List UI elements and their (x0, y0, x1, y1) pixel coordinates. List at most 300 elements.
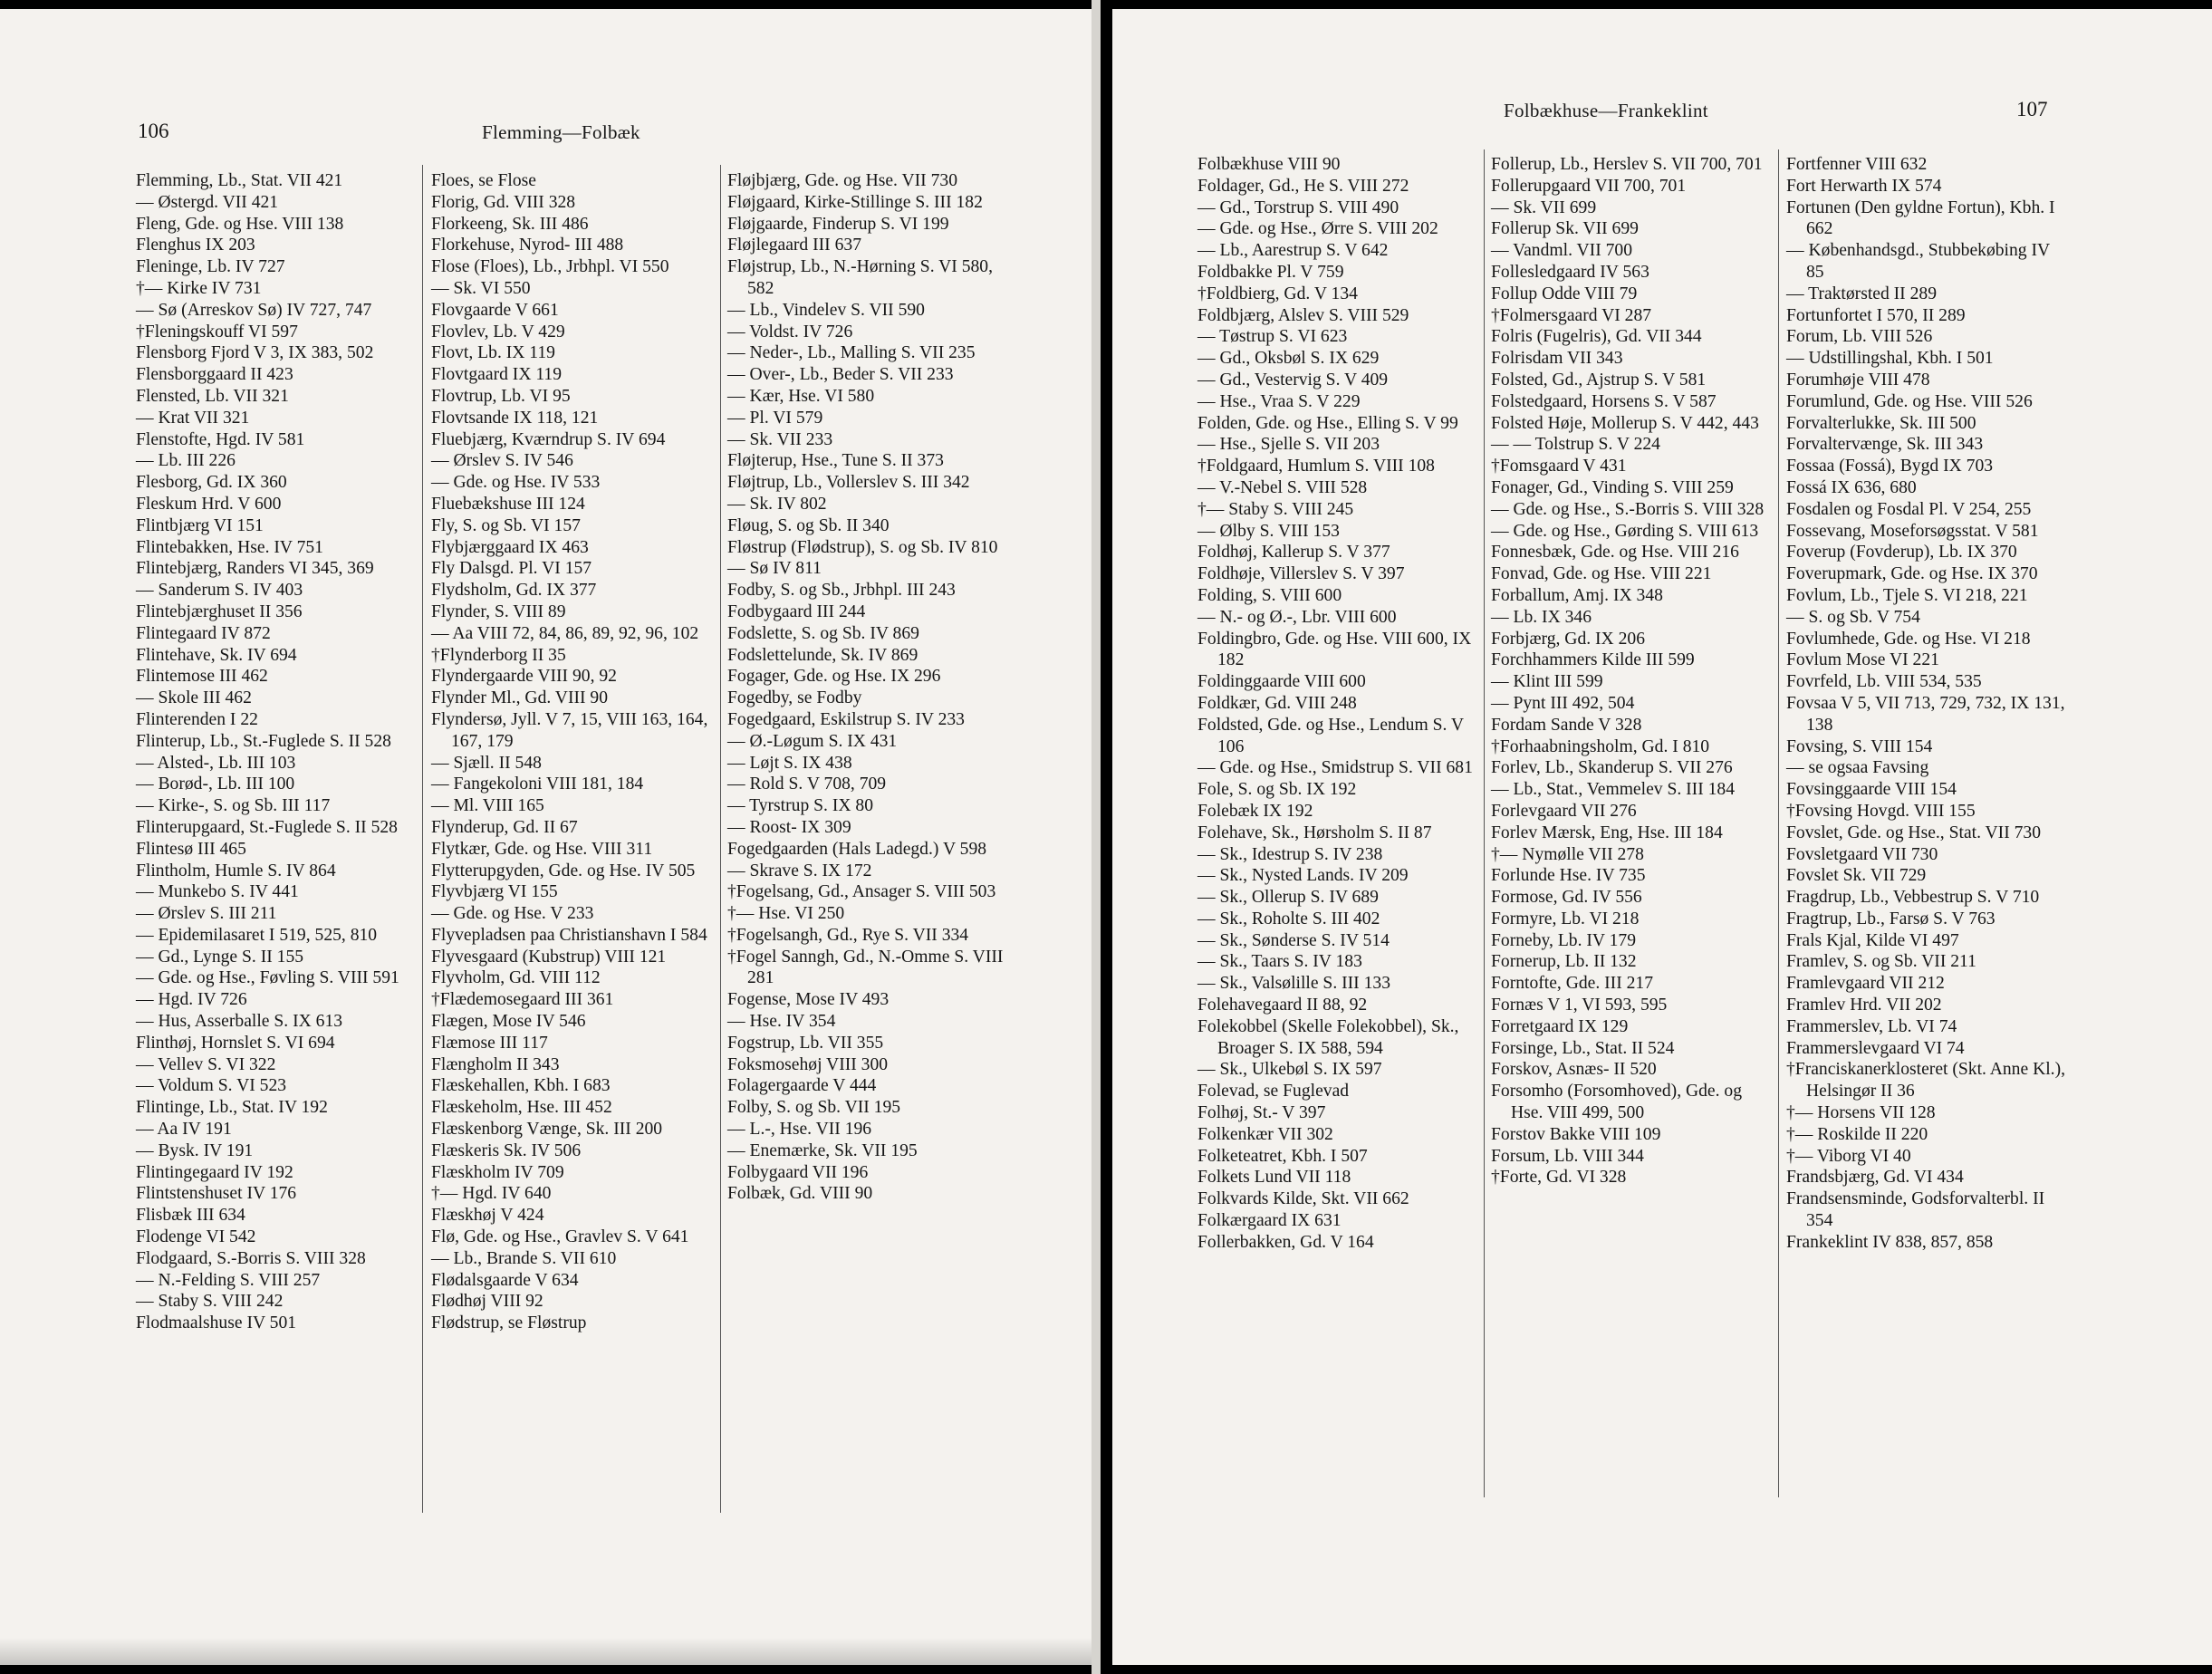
index-entry: Fodslette, S. og Sb. IV 869 (727, 623, 919, 643)
index-entry: Forstov Bakke VIII 109 (1491, 1124, 1661, 1144)
index-entry: Folsted, Gd., Ajstrup S. V 581 (1491, 370, 1707, 390)
index-entry: Forlevgaard VII 276 (1491, 801, 1637, 821)
index-entry: Flintingegaard IV 192 (136, 1162, 293, 1182)
index-entry: Folevad, se Fuglevad (1197, 1082, 1350, 1102)
index-entry: — Neder-, Lb., Malling S. VII 235 (727, 343, 976, 363)
index-entry: — Pynt III 492, 504 (1491, 693, 1635, 713)
index-entry: Foverupmark, Gde. og Hse. IX 370 (1786, 564, 2038, 584)
index-entry: Florkehuse, Nyrod- III 488 (431, 236, 624, 255)
index-entry: Flybjærggaard IX 463 (431, 537, 589, 557)
index-entry: Fovslet Sk. VII 729 (1786, 866, 1927, 886)
index-entry: Fløstrup (Flødstrup), S. og Sb. IV 810 (727, 537, 998, 557)
index-entry: — Enemærke, Sk. VII 195 (727, 1140, 918, 1160)
index-entry: Foldingbro, Gde. og Hse. VIII 600, IX 182 (1197, 629, 1472, 670)
index-entry: — Vellev S. VI 322 (136, 1054, 276, 1074)
index-entry: Framlev, S. og Sb. VII 211 (1786, 952, 1976, 972)
index-entry: Flyvepladsen paa Christianshavn I 584 (431, 925, 707, 945)
index-entry: — Sk. VI 550 (431, 278, 531, 298)
index-entry: Fossá IX 636, 680 (1786, 477, 1917, 497)
index-entry: Fordam Sande V 328 (1491, 715, 1642, 735)
index-entry: — Over-, Lb., Beder S. VII 233 (727, 365, 954, 385)
running-head-right: Folbækhuse—Frankeklint (1504, 100, 1708, 121)
index-entry: Fragdrup, Lb., Vebbestrup S. V 710 (1786, 888, 2040, 908)
index-entry: Flintstenshuset IV 176 (136, 1184, 297, 1204)
index-entry: — Roost- IX 309 (727, 817, 851, 837)
index-entry: Forntofte, Gde. III 217 (1491, 974, 1654, 994)
index-entry: — Gde. og Hse., Ørre S. VIII 202 (1197, 219, 1438, 239)
index-entry: Fodbygaard III 244 (727, 601, 866, 621)
index-column-left-3 (727, 170, 1008, 1205)
index-entry: Fosdalen og Fosdal Pl. V 254, 255 (1786, 499, 2032, 519)
index-entry: Forlunde Hse. IV 735 (1491, 866, 1646, 886)
index-entry: Flæskholm IV 709 (431, 1162, 564, 1182)
index-entry: — Skole III 462 (136, 688, 252, 708)
index-entry: Flintebjærg, Randers VI 345, 369 (136, 559, 374, 579)
index-entry: Folris (Fugelris), Gd. VII 344 (1491, 327, 1702, 347)
index-entry: †— Hgd. IV 640 (431, 1184, 552, 1204)
index-entry: Fortunfortet I 570, II 289 (1786, 305, 1966, 325)
index-entry: — Sjæll. II 548 (431, 753, 542, 773)
index-entry: — Sk., Taars S. IV 183 (1197, 952, 1362, 972)
index-entry: Foldbakke Pl. V 759 (1197, 262, 1344, 282)
column-divider (1484, 149, 1485, 1497)
index-entry: Forlev Mærsk, Eng, Hse. III 184 (1491, 823, 1723, 842)
index-entry: Flintbjærg VI 151 (136, 515, 264, 535)
index-entry: — Aa VIII 72, 84, 86, 89, 92, 96, 102 (431, 623, 699, 643)
index-entry: Flintemose III 462 (136, 667, 268, 687)
index-entry: Forskov, Asnæs- II 520 (1491, 1060, 1657, 1080)
index-entry: Flinterup, Lb., St.-Fuglede S. II 528 (136, 731, 391, 751)
index-entry: †— Kirke IV 731 (136, 278, 262, 298)
index-entry: Fovsinggaarde VIII 154 (1786, 780, 1957, 800)
index-entry: Fløjbjærg, Gde. og Hse. VII 730 (727, 171, 957, 190)
index-entry: — Gd., Lynge S. II 155 (136, 947, 304, 967)
index-entry: — Sk. VII 233 (727, 429, 833, 449)
index-entry: — Sø (Arreskov Sø) IV 727, 747 (136, 300, 372, 320)
index-entry: Flytkær, Gde. og Hse. VIII 311 (431, 839, 653, 859)
index-entry: Flovtgaard IX 119 (431, 365, 563, 385)
index-entry: Fly, S. og Sb. VI 157 (431, 515, 581, 535)
index-entry: Forchhammers Kilde III 599 (1491, 650, 1695, 670)
index-entry: — Hse., Vraa S. V 229 (1197, 391, 1361, 411)
index-entry: Forbjærg, Gd. IX 206 (1491, 629, 1646, 649)
index-entry: Fodby, S. og Sb., Jrbhpl. III 243 (727, 581, 956, 601)
index-entry: — Lb. III 226 (136, 451, 236, 471)
index-entry: Forvaltervænge, Sk. III 343 (1786, 435, 1984, 455)
index-entry: — Hse., Sjelle S. VII 203 (1197, 435, 1380, 455)
index-entry: — Gde. og Hse., Gørding S. VIII 613 (1491, 521, 1759, 541)
index-entry: Flæskeholm, Hse. III 452 (431, 1098, 612, 1118)
index-entry: Flenghus IX 203 (136, 236, 255, 255)
index-entry: Frankeklint IV 838, 857, 858 (1786, 1232, 1994, 1252)
index-entry: — Sk., Roholte S. III 402 (1197, 909, 1380, 928)
index-entry: Flæskeris Sk. IV 506 (431, 1140, 582, 1160)
index-entry: Forsomho (Forsomhoved), Gde. og Hse. VIII 499, 500 (1491, 1082, 1743, 1123)
index-entry: — se ogsaa Favsing (1786, 758, 1929, 778)
index-entry: Fornerup, Lb. II 132 (1491, 952, 1637, 972)
index-entry: — Rold S. V 708, 709 (727, 774, 887, 794)
index-entry: — Voldst. IV 726 (727, 322, 853, 342)
index-entry: — Ml. VIII 165 (431, 796, 544, 816)
index-entry: Forum, Lb. VIII 526 (1786, 327, 1933, 347)
index-entry: — Gd., Vestervig S. V 409 (1197, 370, 1389, 390)
index-entry: — Ørslev S. III 211 (136, 904, 277, 924)
index-entry: Fole, S. og Sb. IX 192 (1197, 780, 1357, 800)
index-entry: — Københandsgd., Stubbekøbing IV 85 (1786, 241, 2050, 282)
index-entry: Flodenge VI 542 (136, 1227, 256, 1247)
index-entry: — Fangekoloni VIII 181, 184 (431, 774, 644, 794)
index-entry: Foldsted, Gde. og Hse., Lendum S. V 106 (1197, 715, 1464, 756)
index-entry: Forsum, Lb. VIII 344 (1491, 1146, 1644, 1166)
index-entry: Flesborg, Gd. IX 360 (136, 473, 287, 493)
index-entry: Folstedgaard, Horsens S. V 587 (1491, 391, 1717, 411)
index-entry: Folby, S. og Sb. VII 195 (727, 1098, 901, 1118)
index-entry: Fovrfeld, Lb. VIII 534, 535 (1786, 672, 1982, 692)
index-entry: — S. og Sb. V 754 (1786, 607, 1920, 627)
index-entry: Fortfenner VIII 632 (1786, 155, 1928, 174)
index-entry: †— Hse. VI 250 (727, 904, 845, 924)
index-entry: Flinterupgaard, St.-Fuglede S. II 528 (136, 817, 398, 837)
index-entry: Flæskehallen, Kbh. I 683 (431, 1076, 611, 1096)
index-entry: Fløjgaarde, Finderup S. VI 199 (727, 214, 949, 234)
index-entry: Fovsaa V 5, VII 713, 729, 732, IX 131, 138 (1786, 693, 2065, 735)
index-entry: — Lb. IX 346 (1491, 607, 1592, 627)
index-entry: Folrisdam VII 343 (1491, 349, 1623, 369)
index-entry: Flødstrup, se Fløstrup (431, 1313, 587, 1333)
page-number-left: 106 (138, 120, 169, 142)
index-entry: Fonnesbæk, Gde. og Hse. VIII 216 (1491, 543, 1739, 563)
index-entry: Frammerslev, Lb. VI 74 (1786, 1016, 1957, 1036)
index-entry: Flovlev, Lb. V 429 (431, 322, 565, 342)
index-entry: Forneby, Lb. IV 179 (1491, 930, 1637, 950)
index-entry: †Fogelsangh, Gd., Rye S. VII 334 (727, 925, 969, 945)
index-entry: †Fogelsang, Gd., Ansager S. VIII 503 (727, 882, 996, 902)
index-entry: †— Viborg VI 40 (1786, 1146, 1911, 1166)
index-entry: — Sanderum S. IV 403 (136, 581, 303, 601)
index-entry: — Traktørsted II 289 (1786, 284, 1938, 303)
index-entry: Forsinge, Lb., Stat. II 524 (1491, 1038, 1675, 1058)
index-entry: Flensborggaard II 423 (136, 365, 293, 385)
index-entry: Flenstofte, Hgd. IV 581 (136, 429, 305, 449)
index-entry: Foverup (Fovderup), Lb. IX 370 (1786, 543, 2017, 563)
index-entry: Forretgaard IX 129 (1491, 1016, 1629, 1036)
index-entry: Flæskhøj V 424 (431, 1206, 544, 1226)
index-entry: Folbygaard VII 196 (727, 1162, 869, 1182)
index-entry: Fleskum Hrd. V 600 (136, 494, 282, 514)
index-entry: Flodmaalshuse IV 501 (136, 1313, 297, 1333)
index-entry: — Gde. og Hse., Smidstrup S. VII 681 (1197, 758, 1473, 778)
index-entry: — Kirke-, S. og Sb. III 117 (136, 796, 331, 816)
index-entry: Follerupgaard VII 700, 701 (1491, 176, 1687, 196)
index-entry: Fluebjærg, Kværndrup S. IV 694 (431, 429, 666, 449)
index-entry: — Ølby S. VIII 153 (1197, 521, 1340, 541)
index-entry: Folsted Høje, Mollerup S. V 442, 443 (1491, 413, 1759, 433)
left-page (0, 9, 1092, 1665)
index-entry: — Epidemilasaret I 519, 525, 810 (136, 925, 378, 945)
index-entry: Fly Dalsgd. Pl. VI 157 (431, 559, 592, 579)
index-entry: Forvalterlukke, Sk. III 500 (1786, 413, 1976, 433)
index-entry: — Hse. IV 354 (727, 1012, 836, 1032)
index-entry: — Kær, Hse. VI 580 (727, 386, 875, 406)
index-entry: Fogense, Mose IV 493 (727, 990, 890, 1010)
index-entry: — Sk. VII 699 (1491, 197, 1597, 217)
index-entry: Fovsletgaard VII 730 (1786, 844, 1938, 864)
index-entry: Fodslettelunde, Sk. IV 869 (727, 645, 918, 665)
index-entry: — Gd., Torstrup S. VIII 490 (1197, 197, 1399, 217)
index-entry: — L.-, Hse. VII 196 (727, 1120, 872, 1140)
index-entry: Flæskenborg Vænge, Sk. III 200 (431, 1120, 663, 1140)
index-entry: Formyre, Lb. VI 218 (1491, 909, 1640, 928)
index-entry: Floes, se Flose (431, 171, 536, 190)
index-entry: — Tyrstrup S. IX 80 (727, 796, 874, 816)
index-entry: — Sk., Ollerup S. IV 689 (1197, 888, 1379, 908)
index-entry: Folkenkær VII 302 (1197, 1124, 1333, 1144)
index-entry: — Klint III 599 (1491, 672, 1603, 692)
index-entry: †Forhaabningsholm, Gd. I 810 (1491, 736, 1710, 756)
index-entry: Flæmose III 117 (431, 1033, 548, 1053)
index-entry: Fonvad, Gde. og Hse. VIII 221 (1491, 564, 1712, 584)
index-entry: Flyvbjærg VI 155 (431, 882, 558, 902)
index-entry: — Gde. og Hse., Føvling S. VIII 591 (136, 968, 399, 988)
index-entry: Fossaa (Fossá), Bygd IX 703 (1786, 457, 1994, 476)
index-entry: Flydsholm, Gd. IX 377 (431, 581, 597, 601)
index-entry: †— Staby S. VIII 245 (1197, 499, 1354, 519)
index-entry: Fløjterup, Hse., Tune S. II 373 (727, 451, 944, 471)
index-entry: Flintehave, Sk. IV 694 (136, 645, 297, 665)
index-entry: Flintinge, Lb., Stat. IV 192 (136, 1098, 328, 1118)
index-column-left-1 (136, 170, 417, 1334)
index-entry: Folkets Lund VII 118 (1197, 1168, 1351, 1188)
index-entry: Folehave, Sk., Hørsholm S. II 87 (1197, 823, 1432, 842)
index-entry: Follup Odde VIII 79 (1491, 284, 1638, 303)
index-entry: Fovslet, Gde. og Hse., Stat. VII 730 (1786, 823, 2042, 842)
index-entry: — Sk., Ulkebøl S. IX 597 (1197, 1060, 1382, 1080)
index-entry: Framlev Hrd. VII 202 (1786, 996, 1942, 1015)
index-entry: — N.-Felding S. VIII 257 (136, 1270, 321, 1290)
gutter-edge (1092, 0, 1101, 1674)
index-entry: Flægen, Mose IV 546 (431, 1012, 586, 1032)
index-column-right-1 (1197, 154, 1478, 1254)
index-entry: — Udstillingshal, Kbh. I 501 (1786, 349, 1994, 369)
index-entry: Fløjtrup, Lb., Vollerslev S. III 342 (727, 473, 970, 493)
index-entry: Follerup Sk. VII 699 (1491, 219, 1639, 239)
index-entry: Flinterenden I 22 (136, 709, 258, 729)
index-entry: Flø, Gde. og Hse., Gravlev S. V 641 (431, 1227, 689, 1247)
index-entry: Fovlum, Lb., Tjele S. VI 218, 221 (1786, 585, 2028, 605)
index-entry: Frandsbjærg, Gd. VI 434 (1786, 1168, 1964, 1188)
index-entry: — Tøstrup S. VI 623 (1197, 327, 1348, 347)
index-entry: †— Roskilde II 220 (1786, 1124, 1928, 1144)
column-divider (422, 165, 423, 1513)
index-entry: Flynder, S. VIII 89 (431, 601, 566, 621)
right-page (1112, 9, 2212, 1665)
index-entry: Flodgaard, S.-Borris S. VIII 328 (136, 1248, 366, 1268)
index-entry: — Ørslev S. IV 546 (431, 451, 573, 471)
index-entry: †Foldbierg, Gd. V 134 (1197, 284, 1358, 303)
index-entry: Flintholm, Humle S. IV 864 (136, 861, 336, 880)
index-entry: Folhøj, St.- V 397 (1197, 1103, 1326, 1123)
index-entry: Fogstrup, Lb. VII 355 (727, 1033, 884, 1053)
index-entry: Folden, Gde. og Hse., Elling S. V 99 (1197, 413, 1458, 433)
index-entry: Foldhøj, Kallerup S. V 377 (1197, 543, 1390, 563)
index-entry: — Aa IV 191 (136, 1120, 232, 1140)
index-entry: Fossevang, Moseforsøgsstat. V 581 (1786, 521, 2039, 541)
index-entry: †Fleningskouff VI 597 (136, 322, 298, 342)
index-entry: Foldkær, Gd. VIII 248 (1197, 693, 1357, 713)
index-entry: Flyndergaarde VIII 90, 92 (431, 667, 617, 687)
index-entry: — Østergd. VII 421 (136, 192, 279, 212)
index-entry: Flovgaarde V 661 (431, 300, 559, 320)
index-entry: — Sk., Sønderse S. IV 514 (1197, 930, 1390, 950)
index-entry: Flintebjærghuset II 356 (136, 601, 303, 621)
index-entry: Flintegaard IV 872 (136, 623, 271, 643)
index-entry: — Krat VII 321 (136, 408, 250, 428)
index-entry: — Hgd. IV 726 (136, 990, 247, 1010)
index-entry: Forlev, Lb., Skanderup S. VII 276 (1491, 758, 1733, 778)
scan-shadow (0, 1638, 1092, 1665)
index-entry: — N.- og Ø.-, Lbr. VIII 600 (1197, 607, 1397, 627)
index-entry: Flisbæk III 634 (136, 1206, 245, 1226)
index-entry: Florig, Gd. VIII 328 (431, 192, 576, 212)
index-entry: Folekobbel (Skelle Folekobbel), Sk., Broager S. IX 588, 594 (1197, 1016, 1459, 1058)
index-entry: Fogedby, se Fodby (727, 688, 862, 708)
index-entry: Folketeatret, Kbh. I 507 (1197, 1146, 1368, 1166)
index-entry: Fortunen (Den gyldne Fortun), Kbh. I 662 (1786, 197, 2055, 239)
index-entry: †Fomsgaard V 431 (1491, 457, 1627, 476)
index-column-left-2 (431, 170, 712, 1334)
index-entry: — Voldum S. VI 523 (136, 1076, 287, 1096)
index-entry: †— Horsens VII 128 (1786, 1103, 1936, 1123)
index-entry: — Skrave S. IX 172 (727, 861, 872, 880)
index-entry: Foldbjærg, Alslev S. VIII 529 (1197, 305, 1409, 325)
index-entry: †Flædemosegaard III 361 (431, 990, 614, 1010)
index-entry: Folehavegaard II 88, 92 (1197, 996, 1368, 1015)
index-entry: Flose (Floes), Lb., Jrbhpl. VI 550 (431, 257, 669, 277)
index-entry: †Folmersgaard VI 287 (1491, 305, 1652, 325)
index-entry: Flytterupgyden, Gde. og Hse. IV 505 (431, 861, 696, 880)
index-entry: — V.-Nebel S. VIII 528 (1197, 477, 1368, 497)
index-entry: — Gde. og Hse. IV 533 (431, 473, 601, 493)
index-entry: — Løjt S. IX 438 (727, 753, 852, 773)
index-entry: Foldinggaarde VIII 600 (1197, 672, 1366, 692)
index-entry: Fleninge, Lb. IV 727 (136, 257, 285, 277)
index-entry: Flyvholm, Gd. VIII 112 (431, 968, 601, 988)
index-entry: Flynderup, Gd. II 67 (431, 817, 578, 837)
index-column-right-3 (1786, 154, 2067, 1254)
index-entry: — Sk., Valsølille S. III 133 (1197, 974, 1390, 994)
index-entry: Florkeeng, Sk. III 486 (431, 214, 589, 234)
index-entry: Folebæk IX 192 (1197, 801, 1313, 821)
index-entry: Flintesø III 465 (136, 839, 246, 859)
index-entry: Fløug, S. og Sb. II 340 (727, 515, 890, 535)
index-entry: Fragtrup, Lb., Farsø S. V 763 (1786, 909, 1996, 928)
index-column-right-2 (1491, 154, 1772, 1188)
index-entry: — Gde. og Hse. V 233 (431, 904, 594, 924)
index-entry: — Ø.-Løgum S. IX 431 (727, 731, 898, 751)
index-entry: Flyvesgaard (Kubstrup) VIII 121 (431, 947, 667, 967)
index-entry: Flovt, Lb. IX 119 (431, 343, 555, 363)
index-entry: Flensted, Lb. VII 321 (136, 386, 289, 406)
index-entry: Frals Kjal, Kilde VI 497 (1786, 930, 1959, 950)
index-entry: — Gde. og Hse., S.-Borris S. VIII 328 (1491, 499, 1765, 519)
index-entry: Flinthøj, Hornslet S. VI 694 (136, 1033, 335, 1053)
index-entry: Flensborg Fjord V 3, IX 383, 502 (136, 343, 374, 363)
index-entry: Fløjstrup, Lb., N.-Hørning S. VI 580, 582 (727, 257, 994, 298)
index-entry: †Foldgaard, Humlum S. VIII 108 (1197, 457, 1435, 476)
index-entry: Fonager, Gd., Vinding S. VIII 259 (1491, 477, 1734, 497)
index-entry: — — Tolstrup S. V 224 (1491, 435, 1660, 455)
index-entry: Fogedgaarden (Hals Ladegd.) V 598 (727, 839, 987, 859)
index-entry: — Lb., Vindelev S. VII 590 (727, 300, 925, 320)
column-divider (720, 165, 721, 1513)
index-entry: Fornæs V 1, VI 593, 595 (1491, 996, 1668, 1015)
index-entry: — Alsted-, Lb. III 103 (136, 753, 296, 773)
index-entry: Flintebakken, Hse. IV 751 (136, 537, 323, 557)
index-entry: Flovtrup, Lb. VI 95 (431, 386, 571, 406)
index-entry: — Lb., Aarestrup S. V 642 (1197, 241, 1389, 261)
index-entry: Fort Herwarth IX 574 (1786, 176, 1942, 196)
index-entry: — Munkebo S. IV 441 (136, 882, 299, 902)
index-entry: Foldager, Gd., He S. VIII 272 (1197, 176, 1409, 196)
index-entry: Flyndersø, Jyll. V 7, 15, VIII 163, 164, 167, 179 (431, 709, 708, 751)
index-entry: Fleng, Gde. og Hse. VIII 138 (136, 214, 344, 234)
index-entry: Folkærgaard IX 631 (1197, 1211, 1342, 1231)
index-entry: — Lb., Stat., Vemmelev S. III 184 (1491, 780, 1736, 800)
index-entry: †Fovsing Hovgd. VIII 155 (1786, 801, 1976, 821)
index-entry: — Sk., Idestrup S. IV 238 (1197, 844, 1383, 864)
page-number-right: 107 (2016, 98, 2048, 120)
index-entry: Fogedgaard, Eskilstrup S. IV 233 (727, 709, 965, 729)
index-entry: Fovlumhede, Gde. og Hse. VI 218 (1786, 629, 2031, 649)
index-entry: †— Nymølle VII 278 (1491, 844, 1644, 864)
index-entry: †Franciskanerklosteret (Skt. Anne Kl.), Helsingør II 36 (1786, 1060, 2065, 1102)
index-entry: Flængholm II 343 (431, 1054, 560, 1074)
index-entry: — Gd., Oksbøl S. IX 629 (1197, 349, 1380, 369)
index-entry: — Sø IV 811 (727, 559, 822, 579)
column-divider (1778, 149, 1779, 1497)
index-entry: — Staby S. VIII 242 (136, 1292, 284, 1312)
index-entry: Follesledgaard IV 563 (1491, 262, 1649, 282)
index-entry: Forumhøje VIII 478 (1786, 370, 1930, 390)
index-entry: — Borød-, Lb. III 100 (136, 774, 295, 794)
index-entry: Forumlund, Gde. og Hse. VIII 526 (1786, 391, 2033, 411)
index-entry: Flødhøj VIII 92 (431, 1292, 543, 1312)
index-entry: Flemming, Lb., Stat. VII 421 (136, 171, 343, 190)
index-entry: Frandsensminde, Godsforvalterbl. II 354 (1786, 1189, 2045, 1231)
index-entry: †Flynderborg II 35 (431, 645, 566, 665)
index-entry: Flødalsgaarde V 634 (431, 1270, 579, 1290)
index-entry: Frammerslevgaard VI 74 (1786, 1038, 1965, 1058)
index-entry: Fovlum Mose VI 221 (1786, 650, 1939, 670)
index-entry: Flovtsande IX 118, 121 (431, 408, 599, 428)
gutter (1101, 0, 1112, 1674)
index-entry: — Lb., Brande S. VII 610 (431, 1248, 617, 1268)
index-entry: — Sk., Nysted Lands. IV 209 (1197, 866, 1409, 886)
index-entry: Folagergaarde V 444 (727, 1076, 877, 1096)
index-entry: Fovsing, S. VIII 154 (1786, 736, 1933, 756)
index-entry: Folding, S. VIII 600 (1197, 585, 1342, 605)
index-entry: Forballum, Amj. IX 348 (1491, 585, 1663, 605)
index-entry: — Vandml. VII 700 (1491, 241, 1633, 261)
index-entry: Folbækhuse VIII 90 (1197, 155, 1341, 174)
index-entry: — Bysk. IV 191 (136, 1140, 254, 1160)
index-entry: — Hus, Asserballe S. IX 613 (136, 1012, 343, 1032)
index-entry: Follerbakken, Gd. V 164 (1197, 1232, 1374, 1252)
index-entry: †Fogel Sanngh, Gd., N.-Omme S. VIII 281 (727, 947, 1004, 988)
index-entry: Framlevgaard VII 212 (1786, 974, 1945, 994)
index-entry: Fløjgaard, Kirke-Stillinge S. III 182 (727, 192, 983, 212)
index-entry: Fløjlegaard III 637 (727, 236, 861, 255)
